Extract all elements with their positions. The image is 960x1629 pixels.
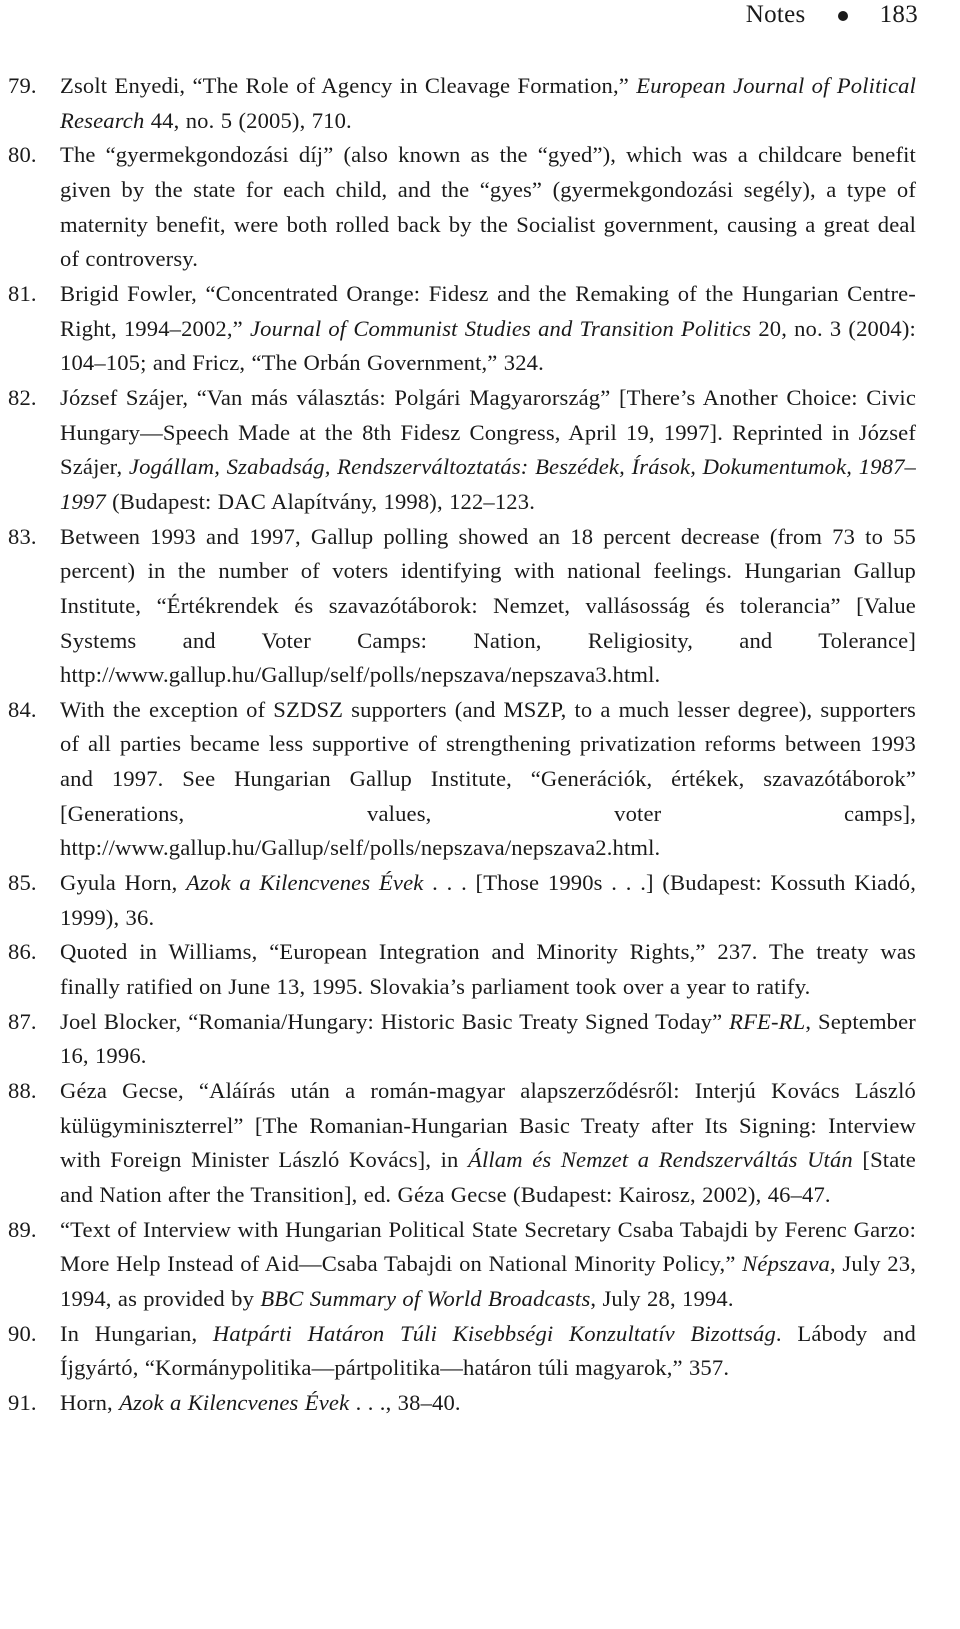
endnote-italic-title: Jogállam, Szabadság, Rendszerváltoztatás: Beszédek, Írások, Dokumentumok, 1987–1997 <box>60 454 916 514</box>
running-head-section: Notes <box>745 1 806 28</box>
endnote-text-run: . . . [Those 1990s . . .] (Budapest: Kossuth Kiadó, 1999), 36. <box>60 870 916 930</box>
endnote <box>0 520 960 693</box>
endnote-text-run: József Szájer, “Van más választás: Polgári Magyarország” [There’s Another Choice: Civic Hungary—Speech Made at the 8th Fidesz Congress, April 19, 1997]. Reprinted in József Szájer, <box>60 384 916 480</box>
endnote-text-run: Between 1993 and 1997, Gallup polling showed an 18 percent decrease (from 73 to 55 percent) in the number of voters identifying with national feelings. Hungarian Gallup Institute, “Értékrendek és szavazótáborok: Nemzet, vallásosság és tolerancia” [Value Systems and Voter Camps: Nation, Religiosity, and Tolerance] http://www.gallup.hu/Gallup/self/polls/nepszava/nepszava3.html. <box>60 523 916 688</box>
endnote <box>0 1386 960 1421</box>
endnote-text <box>60 524 916 688</box>
endnote-text-run: Quoted in Williams, “European Integration and Minority Rights,” 237. The treaty was finally ratified on June 13, 1995. Slovakia’s parliament took over a year to ratify. <box>60 939 916 1000</box>
endnote-text <box>60 1078 916 1207</box>
endnote-italic-title: European Journal of Political Research <box>60 73 917 133</box>
endnote-text <box>60 142 916 271</box>
endnote-italic-title: Állam és Nemzet a Rendszerváltás Után <box>468 1147 853 1173</box>
endnote-text-run: [State and Nation after the Transition], ed. Géza Gecse (Budapest: Kairosz, 2002), 46–47. <box>60 1147 916 1207</box>
endnote-number: 89. <box>8 1216 37 1242</box>
endnote-text <box>60 281 916 375</box>
endnote-text-run: Géza Gecse, “Aláírás után a román-magyar alapszerződésről: Interjú Kovács László külügyminiszterrel” [The Romanian-Hungarian Basic Treaty after Its Signing: Interview with Foreign Minister László Kovács], in <box>60 1078 916 1173</box>
endnote-italic-title: RFE-RL <box>729 1008 806 1034</box>
running-head <box>746 0 918 30</box>
endnote-number: 83. <box>8 523 37 549</box>
endnote-text-run: In Hungarian, <box>60 1320 213 1346</box>
endnote-number: 84. <box>8 696 37 722</box>
endnote-text-run: , July 28, 1994. <box>590 1285 734 1311</box>
endnote-text-run: Gyula Horn, <box>60 870 187 896</box>
endnote-italic-title: Journal of Communist Studies and Transition Politics <box>249 315 752 341</box>
endnote <box>0 1005 960 1074</box>
endnote-number: 85. <box>8 870 37 896</box>
endnote-number: 90. <box>8 1320 37 1346</box>
endnote <box>0 693 960 866</box>
endnote-text <box>60 1321 916 1381</box>
endnote <box>0 277 960 381</box>
endnote-number: 88. <box>8 1078 37 1104</box>
endnote-number: 79. <box>8 73 37 98</box>
endnote <box>0 138 960 277</box>
endnote-text <box>60 1009 916 1069</box>
endnote-number: 91. <box>8 1389 37 1415</box>
endnote <box>0 1317 960 1386</box>
endnote-number: 80. <box>8 142 37 168</box>
endnote <box>0 1074 960 1213</box>
endnote-italic-title: Hatpárti Határon Túli Kisebbségi Konzultatív Bizottság <box>212 1320 776 1346</box>
endnote-text-run: 20, no. 3 (2004): 104–105; and Fricz, “The Orbán Government,” 324. <box>60 315 916 376</box>
endnote-text-run: Zsolt Enyedi, “The Role of Agency in Cleavage Formation,” <box>60 73 637 98</box>
endnote-text-run: , September 16, 1996. <box>60 1008 916 1069</box>
endnote <box>0 69 960 138</box>
endnote-text-run: The “gyermekgondozási díj” (also known as the “gyed”), which was a childcare benefit given by the state for each child, and the “gyes” (gyermekgondozási segély), a type of maternity benefit, were both rolled back by the Socialist government, causing a great deal of controversy. <box>60 142 916 272</box>
endnote-text <box>60 870 916 930</box>
endnote-italic-title: Azok a Kilencvenes Évek <box>186 870 424 896</box>
endnote-text <box>60 1217 916 1311</box>
endnote-text-run: With the exception of SZDSZ supporters (and MSZP, to a much lesser degree), supporters of all parties became less supportive of strengthening privatization reforms between 1993 and 1997. See Hungarian Gallup Institute, “Generációk, értékek, szavazótáborok” [Generations, values, voter camps], http://www.gallup.hu/Gallup/self/polls/nepszava/nepszava2.html. <box>60 696 916 861</box>
endnote-text-run: . . ., 38–40. <box>349 1389 461 1415</box>
page-number: 183 <box>879 1 918 28</box>
endnote-text <box>60 697 916 861</box>
endnote-text-run: 44, no. 5 (2005), 710. <box>144 107 352 133</box>
endnote-text-run: . Lábody and Íjgyártó, “Kormánypolitika—pártpolitika—határon túli magyarok,” 357. <box>60 1320 916 1381</box>
endnote-text <box>60 1390 461 1415</box>
endnote-text <box>60 385 916 514</box>
bullet-separator-icon <box>838 11 848 21</box>
endnotes-list <box>0 69 960 1421</box>
endnote-text-run: (Budapest: DAC Alapítvány, 1998), 122–123. <box>105 488 535 514</box>
endnote-text <box>60 73 916 133</box>
endnote <box>0 866 960 935</box>
endnote-text <box>60 939 916 999</box>
endnote-number: 86. <box>8 939 37 965</box>
endnote-text-run: “Text of Interview with Hungarian Political State Secretary Csaba Tabajdi by Ferenc Garzo: More Help Instead of Aid—Csaba Tabajdi on National Minority Policy,” <box>60 1216 916 1277</box>
endnote-number: 81. <box>8 280 37 306</box>
endnote-number: 82. <box>8 384 37 410</box>
endnote <box>0 381 960 520</box>
endnote <box>0 935 960 1004</box>
endnote-text-run: , July 23, 1994, as provided by <box>60 1251 916 1311</box>
endnote-text-run: Joel Blocker, “Romania/Hungary: Historic Basic Treaty Signed Today” <box>60 1008 730 1034</box>
endnote-text-run: Horn, <box>60 1389 120 1415</box>
endnote <box>0 1213 960 1317</box>
endnote-italic-title: Népszava <box>742 1251 830 1277</box>
endnote-italic-title: Azok a Kilencvenes Évek <box>119 1389 350 1415</box>
endnote-text-run: Brigid Fowler, “Concentrated Orange: Fidesz and the Remaking of the Hungarian Centre-Right, 1994–2002,” <box>60 280 916 341</box>
endnote-italic-title: BBC Summary of World Broadcasts <box>260 1285 591 1311</box>
endnote-number: 87. <box>8 1008 37 1034</box>
